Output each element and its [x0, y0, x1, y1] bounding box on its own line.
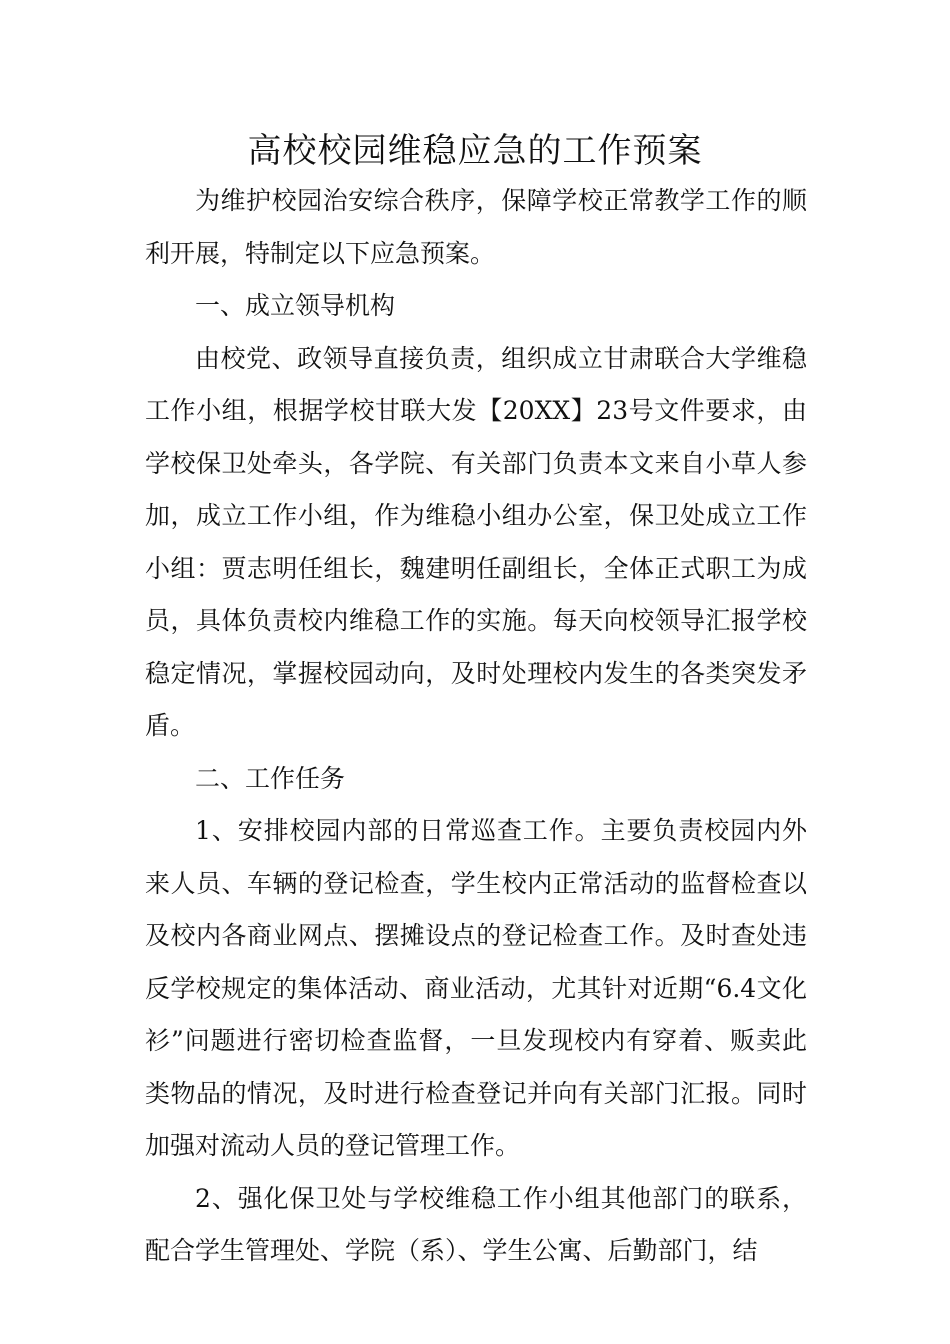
- section-heading-1: 一、成立领导机构: [195, 291, 396, 320]
- section-heading-2: 二、工作任务: [195, 763, 346, 793]
- document-title: 高校校园维稳应急的工作预案: [247, 131, 703, 171]
- intro-paragraph: 为维护校园治安综合秩序，保障学校正常教学工作的顺利开展，特制定以下应急预案。: [145, 186, 807, 268]
- task-1-paragraph: 1、安排校园内部的日常巡查工作。主要负责校园内外来人员、车辆的登记检查，学生校内正常活动的监督检查以及校内各商业网点、摆摊设点的登记检查工作。及时查处违反学校规定的集体活动、商业活动，尤其针对近期“6.4文化衫”问题进行密切检查监督，一旦发现校内有穿着、贩卖此类物品的情况，及时进行检查登记并向有关部门汇报。同时加强对流动人员的登记管理工作。: [145, 816, 807, 1160]
- task-2-paragraph: 2、强化保卫处与学校维稳工作小组其他部门的联系，配合学生管理处、学院（系）、学生公寓、后勤部门，结: [145, 1183, 807, 1265]
- section-1-paragraph: 由校党、政领导直接负责，组织成立甘肃联合大学维稳工作小组，根据学校甘联大发【20XX】23号文件要求，由学校保卫处牵头，各学院、有关部门负责本文来自小草人参加，成立工作小组，作为维稳小组办公室，保卫处成立工作小组：贾志明任组长，魏建明任副组长，全体正式职工为成员，具体负责校内维稳工作的实施。每天向校领导汇报学校稳定情况，掌握校园动向，及时处理校内发生的各类突发矛盾。: [145, 343, 807, 740]
- document-body: [145, 175, 807, 1278]
